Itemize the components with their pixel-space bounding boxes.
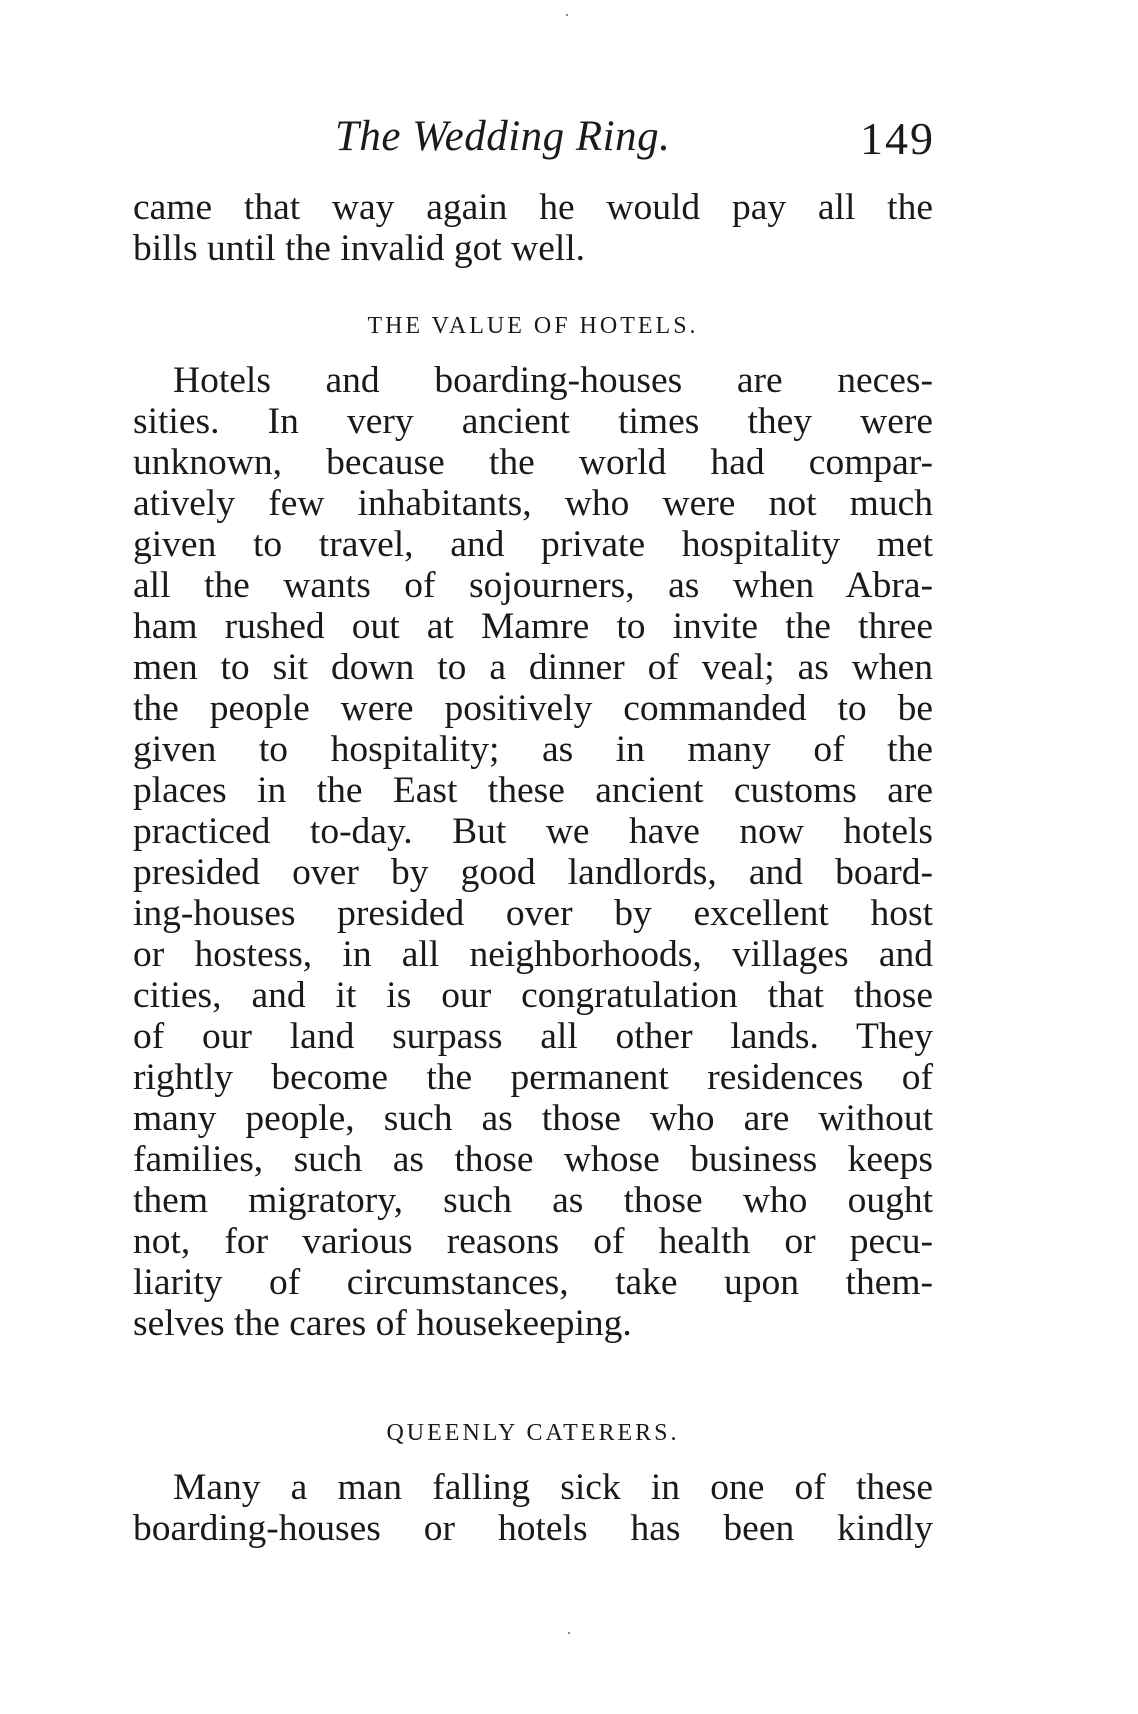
paragraph-queenly-caterers — [133, 1467, 933, 1549]
text-line: men to sit down to a dinner of veal; as when — [133, 647, 933, 688]
text-line: of our land surpass all other lands. They — [133, 1016, 933, 1057]
text-line: or hostess, in all neighborhoods, villages and — [133, 934, 933, 975]
paragraph-value-of-hotels — [133, 360, 933, 1344]
section-heading-value-of-hotels: THE VALUE OF HOTELS. — [367, 313, 699, 339]
text-line: Many a man falling sick in one of these — [173, 1467, 933, 1508]
text-line: given to hospitality; as in many of the — [133, 729, 933, 770]
running-title: The Wedding Ring. — [335, 113, 671, 160]
scan-speck-top — [566, 14, 568, 16]
text-line: came that way again he would pay all the — [133, 187, 933, 228]
text-line: families, such as those whose business keeps — [133, 1139, 933, 1180]
text-line: cities, and it is our congratulation that those — [133, 975, 933, 1016]
continuation-paragraph — [133, 187, 933, 269]
text-line: unknown, because the world had compar- — [133, 442, 933, 483]
text-line: atively few inhabitants, who were not much — [133, 483, 933, 524]
text-line: ing-houses presided over by excellent host — [133, 893, 933, 934]
page-number: 149 — [860, 113, 935, 164]
section-heading-queenly-caterers: QUEENLY CATERERS. — [386, 1420, 680, 1446]
text-line: the people were positively commanded to be — [133, 688, 933, 729]
text-line: not, for various reasons of health or pecu- — [133, 1221, 933, 1262]
text-line: rightly become the permanent residences of — [133, 1057, 933, 1098]
text-line: ham rushed out at Mamre to invite the three — [133, 606, 933, 647]
text-line: bills until the invalid got well. — [133, 228, 586, 269]
text-line: practiced to-day. But we have now hotels — [133, 811, 933, 852]
text-line: given to travel, and private hospitality met — [133, 524, 933, 565]
text-line: liarity of circumstances, take upon them- — [133, 1262, 933, 1303]
running-head — [335, 112, 935, 172]
scan-speck-bottom — [568, 1632, 570, 1634]
text-line: all the wants of sojourners, as when Abra- — [133, 565, 933, 606]
text-line: boarding-houses or hotels has been kindly — [133, 1508, 933, 1549]
text-line: them migratory, such as those who ought — [133, 1180, 933, 1221]
text-line: sities. In very ancient times they were — [133, 401, 933, 442]
text-line: selves the cares of housekeeping. — [133, 1303, 632, 1344]
text-line: places in the East these ancient customs are — [133, 770, 933, 811]
text-line: presided over by good landlords, and board- — [133, 852, 933, 893]
text-line: many people, such as those who are without — [133, 1098, 933, 1139]
text-line: Hotels and boarding-houses are neces- — [173, 360, 933, 401]
